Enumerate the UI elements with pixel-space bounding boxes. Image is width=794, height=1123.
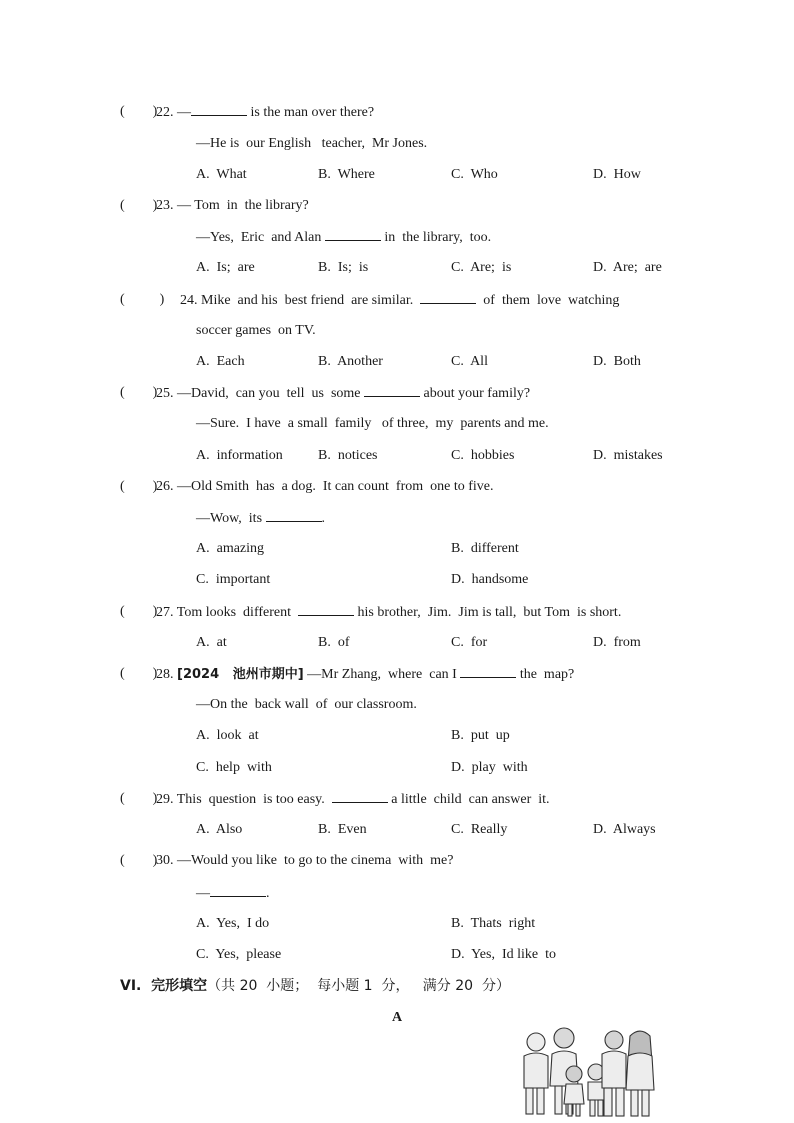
option-c: C. Who xyxy=(451,167,498,182)
option-a: A. Yes, I do xyxy=(196,916,270,931)
question-30: 30. —Would you like to go to the cinema with me? xyxy=(156,853,454,868)
question-29: 29. This question is too easy. a little child can answer it. xyxy=(156,792,550,807)
option-a: A. information xyxy=(196,448,283,463)
option-a: A. amazing xyxy=(196,541,265,556)
passage-label: A xyxy=(391,1010,403,1025)
question-24: 24. Mike and his best friend are similar. of them love watching xyxy=(180,293,620,308)
question-22: 22. — is the man over there? xyxy=(156,105,375,120)
option-d: D. Always xyxy=(593,822,656,837)
option-d: D. play with xyxy=(451,760,528,775)
source-tag: [2024 池州市期中] xyxy=(177,667,304,682)
option-c: C. help with xyxy=(196,760,272,775)
option-a: A. What xyxy=(196,167,247,182)
option-a: A. look at xyxy=(196,728,259,743)
reply-22: —He is our English teacher, Mr Jones. xyxy=(196,136,428,151)
option-c: C. Really xyxy=(451,822,508,837)
option-d: D. Are; are xyxy=(593,260,662,275)
blank xyxy=(210,884,266,897)
question-23: 23. — Tom in the library? xyxy=(156,198,309,213)
option-b: B. Where xyxy=(318,167,375,182)
option-c: C. important xyxy=(196,572,271,587)
option-d: D. handsome xyxy=(451,572,529,587)
answer-paren: ( ) xyxy=(120,385,158,400)
blank xyxy=(460,665,516,678)
answer-paren: ( ) xyxy=(120,292,165,307)
option-b: B. Thats right xyxy=(451,916,536,931)
option-a: A. Is; are xyxy=(196,260,255,275)
option-d: D. Both xyxy=(593,354,641,369)
answer-paren: ( ) xyxy=(120,104,158,119)
blank xyxy=(332,790,388,803)
answer-paren: ( ) xyxy=(120,604,158,619)
reply-23: —Yes, Eric and Alan in the library, too. xyxy=(196,230,492,245)
blank xyxy=(298,603,354,616)
reply-25: —Sure. I have a small family of three, my parents and me. xyxy=(196,416,549,431)
blank xyxy=(325,228,381,241)
reply-30: — . xyxy=(196,886,270,901)
option-d: D. Yes, Id like to xyxy=(451,947,557,962)
option-c: C. All xyxy=(451,354,488,369)
option-b: B. different xyxy=(451,541,519,556)
option-d: D. mistakes xyxy=(593,448,663,463)
reply-26: —Wow, its . xyxy=(196,511,326,526)
blank xyxy=(420,291,476,304)
blank xyxy=(266,509,322,522)
option-b: B. Another xyxy=(318,354,383,369)
answer-paren: ( ) xyxy=(120,666,158,681)
option-c: C. hobbies xyxy=(451,448,515,463)
option-d: D. from xyxy=(593,635,641,650)
answer-paren: ( ) xyxy=(120,198,158,213)
blank xyxy=(191,103,247,116)
option-b: B. Is; is xyxy=(318,260,369,275)
section-heading: VI. 完形填空（共 20 小题； 每小题 1 分， 满分 20 分） xyxy=(120,978,510,994)
option-c: C. Are; is xyxy=(451,260,512,275)
option-d: D. How xyxy=(593,167,641,182)
option-a: A. Also xyxy=(196,822,243,837)
question-24-cont: soccer games on TV. xyxy=(196,323,316,338)
family-illustration xyxy=(516,1026,656,1120)
option-c: C. for xyxy=(451,635,488,650)
option-b: B. of xyxy=(318,635,350,650)
option-b: B. Even xyxy=(318,822,367,837)
blank xyxy=(364,384,420,397)
option-a: A. at xyxy=(196,635,227,650)
answer-paren: ( ) xyxy=(120,791,158,806)
answer-paren: ( ) xyxy=(120,479,158,494)
option-a: A. Each xyxy=(196,354,245,369)
option-c: C. Yes, please xyxy=(196,947,282,962)
reply-28: —On the back wall of our classroom. xyxy=(196,697,417,712)
question-28: 28. [2024 池州市期中] —Mr Zhang, where can I the map? xyxy=(156,667,575,682)
question-26: 26. —Old Smith has a dog. It can count from one to five. xyxy=(156,479,494,494)
answer-paren: ( ) xyxy=(120,853,158,868)
option-b: B. notices xyxy=(318,448,378,463)
question-27: 27. Tom looks different his brother, Jim. Jim is tall, but Tom is short. xyxy=(156,605,622,620)
option-b: B. put up xyxy=(451,728,510,743)
question-25: 25. —David, can you tell us some about your family? xyxy=(156,386,531,401)
